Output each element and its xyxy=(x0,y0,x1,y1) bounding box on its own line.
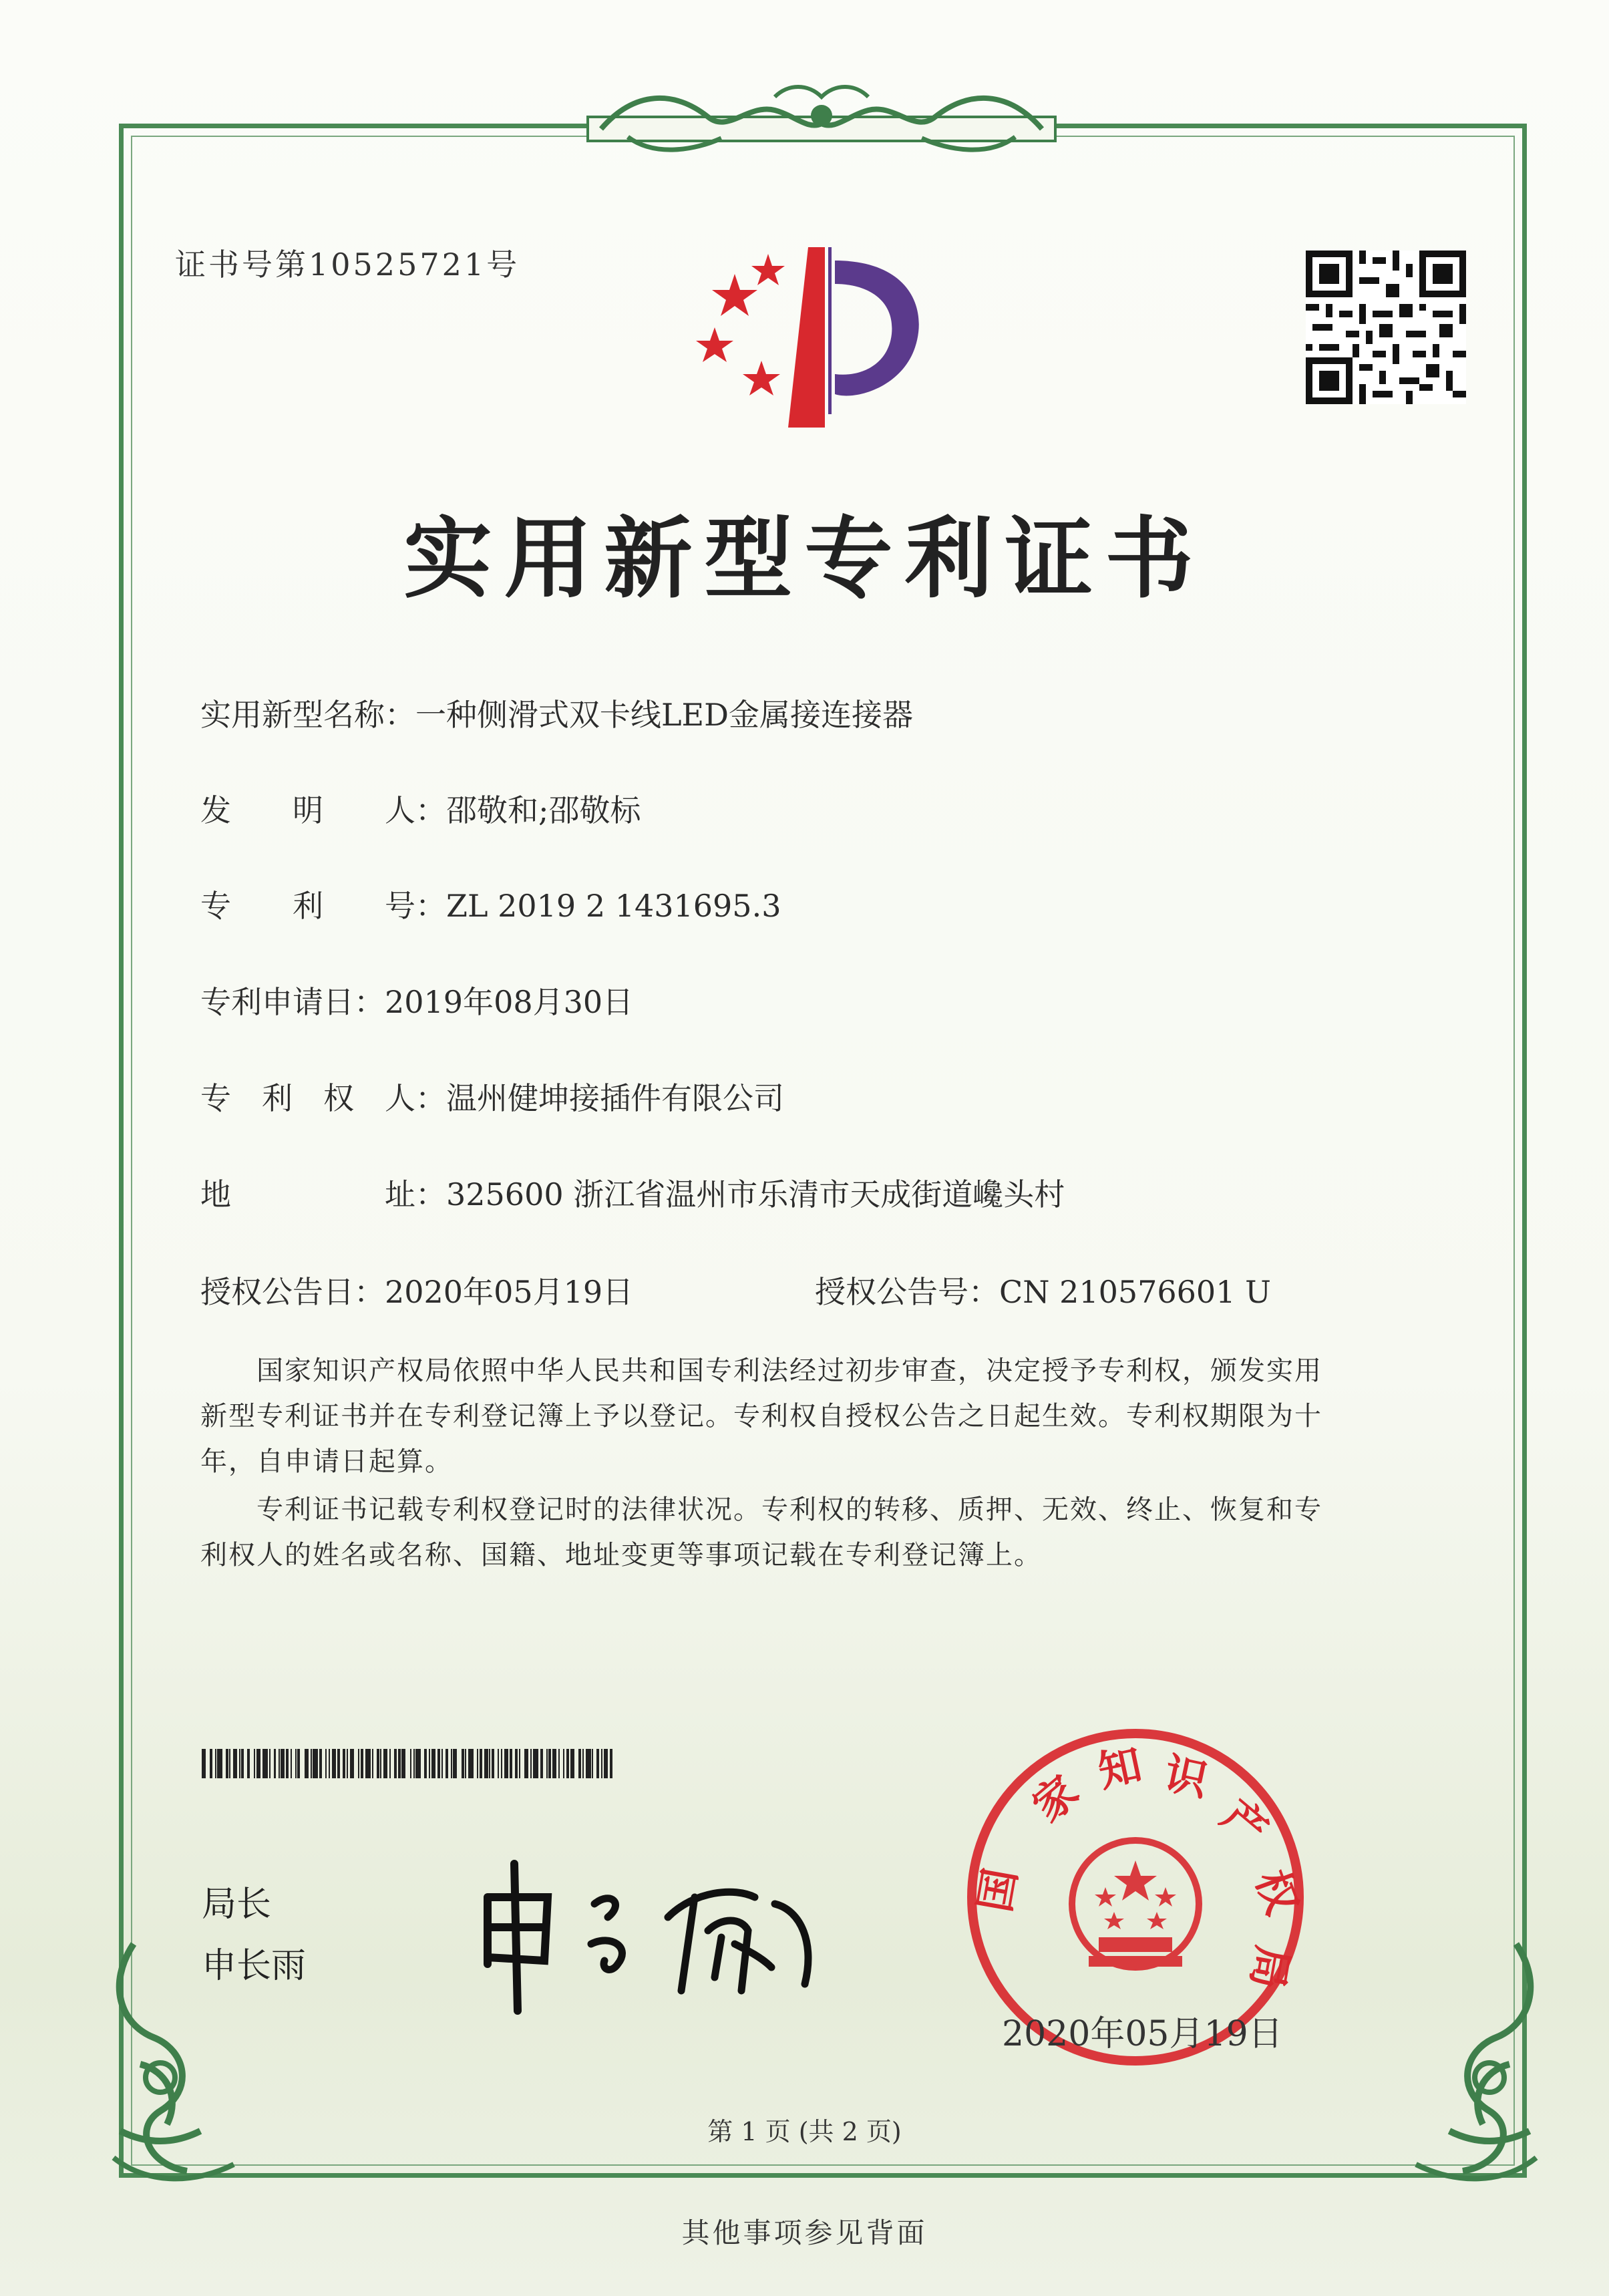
barcode-bar xyxy=(415,1749,421,1778)
barcode-bar xyxy=(269,1749,271,1778)
barcode-bar xyxy=(558,1749,560,1778)
barcode-bar xyxy=(413,1749,415,1778)
seal-date: 2020年05月19日 xyxy=(1002,2014,1283,2054)
field-label: 授权公告日： xyxy=(200,1274,385,1310)
field-filing-date xyxy=(200,978,633,1022)
barcode-bar xyxy=(291,1749,292,1778)
barcode-bar xyxy=(347,1749,348,1778)
svg-text:权: 权 xyxy=(1245,1864,1307,1921)
paragraph-line: 国家知识产权局依照中华人民共和国专利法经过初步审查，决定授予专利权，颁发实用 xyxy=(200,1355,1322,1386)
barcode-bar xyxy=(274,1749,277,1778)
field-label: 地 址： xyxy=(200,1176,446,1212)
barcode-bar xyxy=(295,1749,297,1778)
director-name: 申长雨 xyxy=(202,1946,307,1986)
field-value: 一种侧滑式双卡线LED金属接连接器 xyxy=(415,697,914,733)
field-grant-number xyxy=(815,1268,1271,1312)
legal-paragraph-2 xyxy=(200,1487,1429,1578)
bottom-right-ornament xyxy=(1396,1931,1556,2198)
svg-text:家: 家 xyxy=(1023,1766,1089,1832)
barcode-bar xyxy=(504,1749,508,1778)
paragraph-line: 新型专利证书并在专利登记簿上予以登记。专利权自授权公告之日起生效。专利权期限为十 xyxy=(200,1401,1322,1432)
barcode-bar xyxy=(570,1749,574,1778)
barcode-bar xyxy=(548,1749,551,1778)
barcode-bar xyxy=(365,1749,371,1778)
paragraph-line: 专利证书记载专利权登记时的法律状况。专利权的转移、质押、无效、终止、恢复和专 xyxy=(200,1494,1322,1525)
svg-text:识: 识 xyxy=(1159,1749,1212,1806)
barcode-bar xyxy=(313,1749,318,1778)
barcode-bar xyxy=(533,1749,538,1778)
director-title: 局长 xyxy=(202,1884,272,1925)
barcode-bar xyxy=(401,1749,405,1778)
barcode-bar xyxy=(247,1749,250,1778)
barcode-bar xyxy=(380,1749,381,1778)
field-value: 2019年08月30日 xyxy=(385,984,634,1020)
patent-office-logo-icon xyxy=(688,234,968,434)
barcode-bar xyxy=(226,1749,228,1778)
barcode-bar xyxy=(202,1749,206,1778)
barcode-bar xyxy=(592,1749,593,1778)
barcode-bar xyxy=(465,1749,466,1778)
barcode-bar xyxy=(350,1749,354,1778)
barcode-bar xyxy=(215,1749,216,1778)
field-patentee xyxy=(200,1074,784,1118)
barcode-bar xyxy=(492,1749,494,1778)
barcode-bar xyxy=(563,1749,564,1778)
barcode-bar xyxy=(319,1749,322,1778)
barcode-bar xyxy=(546,1749,548,1778)
page-indicator: 第 1 页 (共 2 页) xyxy=(707,2117,902,2146)
barcode-bar xyxy=(217,1749,222,1778)
paragraph-line: 利权人的姓名或名称、国籍、地址变更等事项记载在专利登记簿上。 xyxy=(200,1540,1042,1571)
barcode-bar xyxy=(337,1749,340,1778)
barcode-bar xyxy=(262,1749,268,1778)
barcode-bar xyxy=(229,1749,230,1778)
field-utility-model-name xyxy=(200,691,913,735)
barcode-bar xyxy=(489,1749,490,1778)
barcode-bar xyxy=(515,1749,518,1778)
barcode-bar xyxy=(441,1749,443,1778)
barcode-bar xyxy=(329,1749,330,1778)
barcode-bar xyxy=(540,1749,543,1778)
barcode-bar xyxy=(241,1749,244,1778)
field-value: 325600 浙江省温州市乐清市天成街道巉头村 xyxy=(446,1176,1065,1212)
barcode-bar xyxy=(398,1749,401,1778)
barcode-bar xyxy=(484,1749,488,1778)
barcode-bar xyxy=(582,1749,584,1778)
paragraph-line: 年，自申请日起算。 xyxy=(200,1446,453,1477)
qr-code-icon xyxy=(1306,251,1466,404)
barcode-bar xyxy=(233,1749,237,1778)
barcode-bar xyxy=(451,1749,452,1778)
field-label: 发 明 人： xyxy=(200,792,446,828)
barcode-bar xyxy=(254,1749,255,1778)
field-value: ZL 2019 2 1431695.3 xyxy=(446,888,781,924)
barcode-bar xyxy=(332,1749,336,1778)
field-address xyxy=(200,1170,1065,1214)
field-patent-number xyxy=(200,882,781,926)
barcode-bar xyxy=(256,1749,260,1778)
barcode-bar xyxy=(519,1749,520,1778)
barcode-bar xyxy=(498,1749,499,1778)
barcode-bar xyxy=(601,1749,602,1778)
barcode-bar xyxy=(358,1749,359,1778)
barcode-bar xyxy=(343,1749,345,1778)
barcode-bar xyxy=(431,1749,435,1778)
barcode-bar xyxy=(429,1749,430,1778)
barcode-bar xyxy=(286,1749,289,1778)
field-value: 邵敬和;邵敬标 xyxy=(446,792,641,828)
barcode-bar xyxy=(281,1749,285,1778)
barcode-bar xyxy=(389,1749,391,1778)
barcode-bar xyxy=(604,1749,608,1778)
barcode-bar xyxy=(383,1749,387,1778)
barcode-bar xyxy=(468,1749,474,1778)
barcode-bar xyxy=(377,1749,379,1778)
barcode-bar xyxy=(311,1749,312,1778)
barcode-bar xyxy=(510,1749,512,1778)
field-label: 专 利 号： xyxy=(200,888,446,924)
barcode-bar xyxy=(361,1749,363,1778)
footer-note: 其他事项参见背面 xyxy=(681,2217,928,2249)
field-label: 授权公告号： xyxy=(815,1274,999,1310)
barcode-bar xyxy=(477,1749,478,1778)
barcode-bar xyxy=(501,1749,502,1778)
certificate-number: 证书号第10525721号 xyxy=(175,247,520,283)
barcode-bar xyxy=(372,1749,373,1778)
barcode xyxy=(202,1749,616,1778)
barcode-bar xyxy=(530,1749,532,1778)
barcode-bar xyxy=(305,1749,309,1778)
barcode-bar xyxy=(410,1749,411,1778)
page-title: 实用新型专利证书 xyxy=(403,507,1206,611)
barcode-bar xyxy=(566,1749,569,1778)
field-value: 2020年05月19日 xyxy=(385,1274,634,1310)
barcode-bar xyxy=(445,1749,448,1778)
barcode-bar xyxy=(297,1749,300,1778)
svg-text:局: 局 xyxy=(1241,1942,1298,1993)
field-inventor xyxy=(200,786,641,830)
svg-text:产: 产 xyxy=(1212,1790,1277,1856)
field-value: CN 210576601 U xyxy=(999,1274,1271,1310)
field-label: 专利申请日： xyxy=(200,984,385,1020)
barcode-bar xyxy=(325,1749,327,1778)
barcode-bar xyxy=(552,1749,556,1778)
barcode-bar xyxy=(586,1749,591,1778)
barcode-bar xyxy=(239,1749,240,1778)
field-value: 温州健坤接插件有限公司 xyxy=(446,1080,784,1116)
legal-paragraph-1 xyxy=(200,1348,1429,1484)
barcode-bar xyxy=(524,1749,528,1778)
barcode-bar xyxy=(480,1749,482,1778)
barcode-bar xyxy=(279,1749,280,1778)
barcode-bar xyxy=(453,1749,457,1778)
barcode-bar xyxy=(394,1749,397,1778)
svg-text:知: 知 xyxy=(1093,1740,1146,1798)
field-grant-date xyxy=(200,1268,633,1312)
barcode-bar xyxy=(424,1749,427,1778)
barcode-bar xyxy=(578,1749,581,1778)
field-label: 实用新型名称： xyxy=(200,697,415,733)
barcode-bar xyxy=(610,1749,612,1778)
field-label: 专 利 权 人： xyxy=(200,1080,446,1116)
barcode-bar xyxy=(437,1749,440,1778)
svg-text:国: 国 xyxy=(970,1864,1027,1916)
barcode-bar xyxy=(462,1749,464,1778)
top-ornament xyxy=(574,77,1069,170)
barcode-bar xyxy=(210,1749,212,1778)
barcode-bar xyxy=(596,1749,599,1778)
director-signature xyxy=(468,1850,842,2017)
